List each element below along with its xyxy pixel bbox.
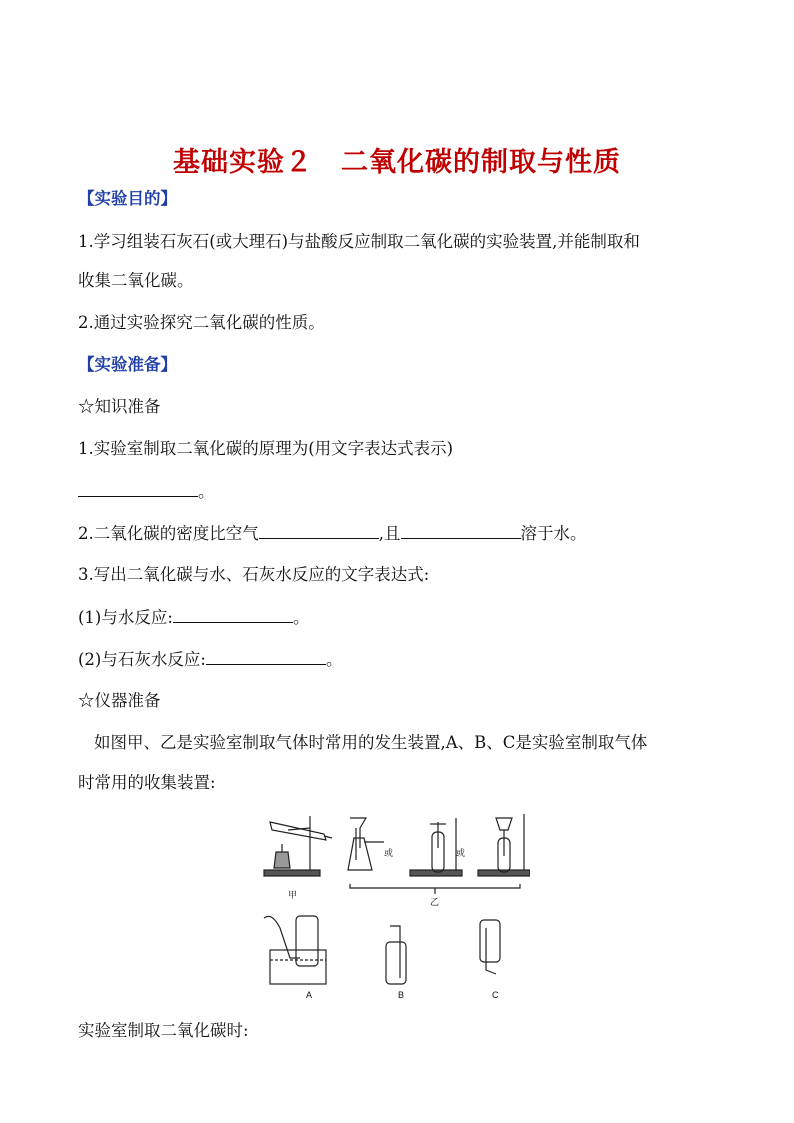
answer-blank-1[interactable] (78, 480, 198, 497)
question-2-part-b: ,且 (378, 524, 401, 543)
delivery-tube-c (486, 928, 496, 974)
instrument-desc-line-2: 时常用的收集装置: (78, 773, 216, 792)
answer-blank-3-1[interactable] (173, 606, 293, 623)
section-heading-prep: 【实验准备】 (78, 355, 177, 374)
label-yi: 乙 (430, 897, 440, 907)
question-2-part-c: 溶于水。 (520, 524, 587, 543)
answer-blank-2a[interactable] (259, 522, 379, 539)
label-a: A (306, 990, 313, 1000)
test-tube-jia (270, 822, 326, 840)
apparatus-diagram (260, 808, 530, 1004)
knowledge-heading: ☆知识准备 (78, 397, 161, 416)
question-1-answer-line (78, 480, 215, 503)
question-3-1-label: (1)与水反应: (78, 608, 173, 627)
document-title: 基础实验２ 二氧化碳的制取与性质 (173, 147, 621, 178)
question-3-2 (78, 648, 342, 671)
label-c: C (492, 990, 499, 1000)
alcohol-lamp (274, 852, 290, 868)
delivery-tube-a (264, 916, 300, 958)
question-3-2-end: 。 (325, 650, 343, 669)
gas-bottle-b (386, 942, 406, 984)
label-b: B (398, 990, 405, 1000)
instrument-heading: ☆仪器准备 (78, 691, 161, 710)
purpose-item-1-line-1: 1.学习组装石灰石(或大理石)与盐酸反应制取二氧化碳的实验装置,并能制取和 (78, 232, 640, 251)
purpose-item-2: 2.通过实验探究二氧化碳的性质。 (78, 313, 325, 332)
question-3: 3.写出二氧化碳与水、石灰水反应的文字表达式: (78, 565, 430, 584)
answer-blank-2b[interactable] (401, 522, 521, 539)
section-heading-purpose: 【实验目的】 (78, 189, 177, 208)
question-1: 1.实验室制取二氧化碳的原理为(用文字表达式表示) (78, 439, 454, 458)
label-jia: 甲 (288, 890, 298, 900)
instrument-desc-line-1: 如图甲、乙是实验室制取气体时常用的发生装置,A、B、C是实验室制取气体 (94, 733, 648, 752)
question-2-part-a: 2.二氧化碳的密度比空气 (78, 524, 259, 543)
stand-base-jia (264, 870, 320, 876)
footer-line: 实验室制取二氧化碳时: (78, 1021, 249, 1040)
apparatus-figure (260, 808, 530, 1004)
answer-blank-3-2[interactable] (206, 648, 326, 665)
question-3-1-end: 。 (292, 608, 310, 627)
gas-bottle-c (480, 920, 500, 962)
question-2 (78, 522, 587, 545)
label-huo-2: 或 (456, 848, 466, 858)
question-3-1 (78, 606, 309, 629)
delivery-tube-b (390, 926, 400, 978)
yi-brace (350, 884, 520, 888)
question-1-end: 。 (198, 482, 215, 501)
question-3-2-label: (2)与石灰水反应: (78, 650, 206, 669)
purpose-item-1-line-2: 收集二氧化碳。 (78, 271, 194, 290)
label-huo-1: 或 (384, 848, 394, 858)
